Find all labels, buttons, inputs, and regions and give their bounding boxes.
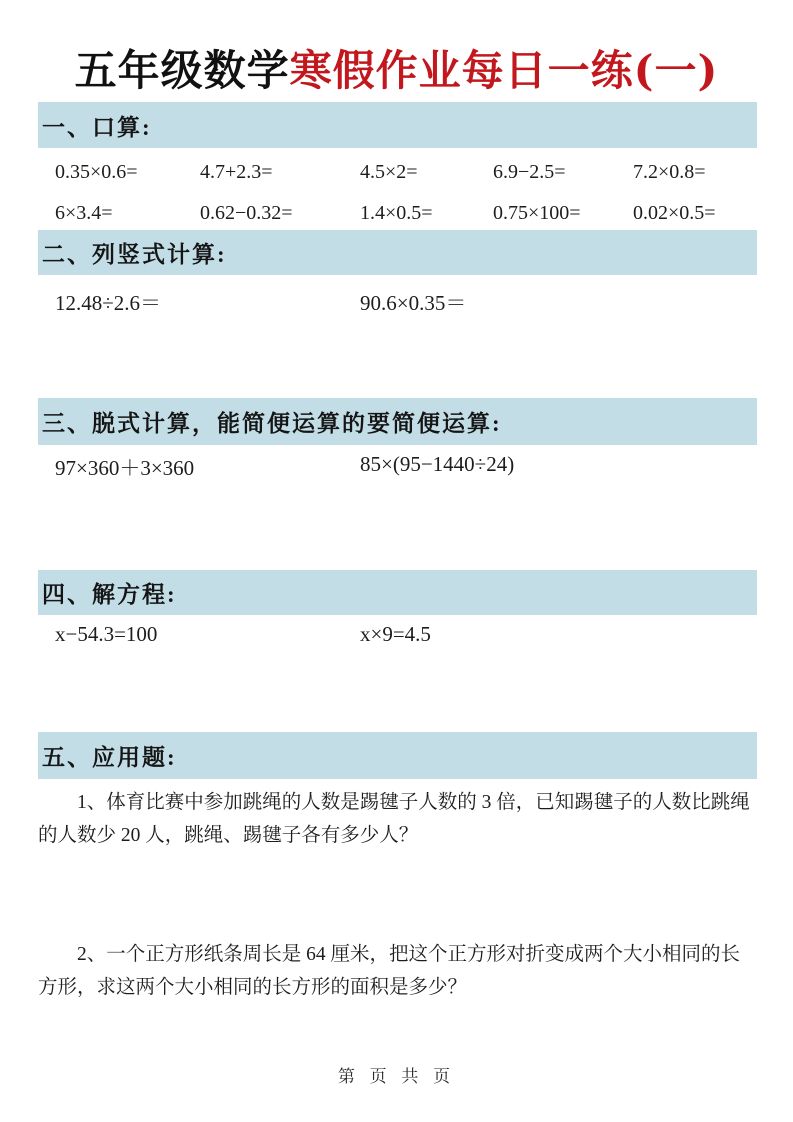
page-title bbox=[0, 38, 793, 98]
title-assignment-name: 寒假作业每日一练(一) bbox=[289, 46, 719, 95]
oral-problem: 0.35×0.6= bbox=[55, 161, 138, 183]
equation-problem: x×9=4.5 bbox=[360, 622, 431, 646]
oral-problem: 0.62−0.32= bbox=[200, 202, 293, 224]
stepwise-problem: 85×(95−1440÷24) bbox=[360, 452, 515, 476]
word-problem-1: 1、体育比赛中参加跳绳的人数是踢毽子人数的 3 倍，已知踢毽子的人数比跳绳的人数少 20 人，跳绳、踢毽子各有多少人？ bbox=[38, 792, 750, 846]
section-heading-label: 一、口算: bbox=[42, 114, 152, 140]
word-problem-2: 2、一个正方形纸条周长是 64 厘米，把这个正方形对折变成两个大小相同的长方形，求这两个大小相同的长方形的面积是多少？ bbox=[38, 944, 741, 998]
page-footer: 第 页 共 页 bbox=[337, 1067, 456, 1086]
oral-problem: 6×3.4= bbox=[55, 202, 113, 224]
section-heading-label: 五、应用题: bbox=[42, 745, 177, 770]
oral-problem: 1.4×0.5= bbox=[360, 202, 433, 224]
vertical-problem: 12.48÷2.6＝ bbox=[55, 291, 162, 315]
oral-calc-problem-grid bbox=[55, 160, 760, 225]
stepwise-calc-problems bbox=[55, 452, 760, 482]
stepwise-problem: 97×360＋3×360 bbox=[55, 456, 195, 480]
section-heading-word-problems bbox=[38, 732, 757, 779]
section-heading-label: 三、脱式计算，能简便运算的要简便运算: bbox=[42, 411, 502, 436]
section-heading-label: 四、解方程: bbox=[42, 582, 177, 607]
section-heading-solve-equations bbox=[38, 570, 757, 615]
equation-problem: x−54.3=100 bbox=[55, 622, 158, 646]
title-grade-subject: 五年级数学 bbox=[74, 46, 290, 95]
oral-problem: 0.75×100= bbox=[493, 202, 581, 224]
section-heading-oral-calc bbox=[38, 102, 757, 148]
vertical-calc-problems bbox=[55, 287, 760, 317]
oral-problem: 6.9−2.5= bbox=[493, 161, 566, 183]
section-heading-stepwise-calc bbox=[38, 398, 757, 445]
oral-problem: 4.7+2.3= bbox=[200, 161, 273, 183]
section-heading-label: 二、列竖式计算: bbox=[42, 242, 227, 267]
oral-problem: 4.5×2= bbox=[360, 161, 418, 183]
oral-problem: 7.2×0.8= bbox=[633, 161, 706, 183]
oral-problem: 0.02×0.5= bbox=[633, 202, 716, 224]
vertical-problem: 90.6×0.35＝ bbox=[360, 291, 467, 315]
equation-problems bbox=[55, 622, 760, 647]
section-heading-vertical-calc bbox=[38, 230, 757, 275]
